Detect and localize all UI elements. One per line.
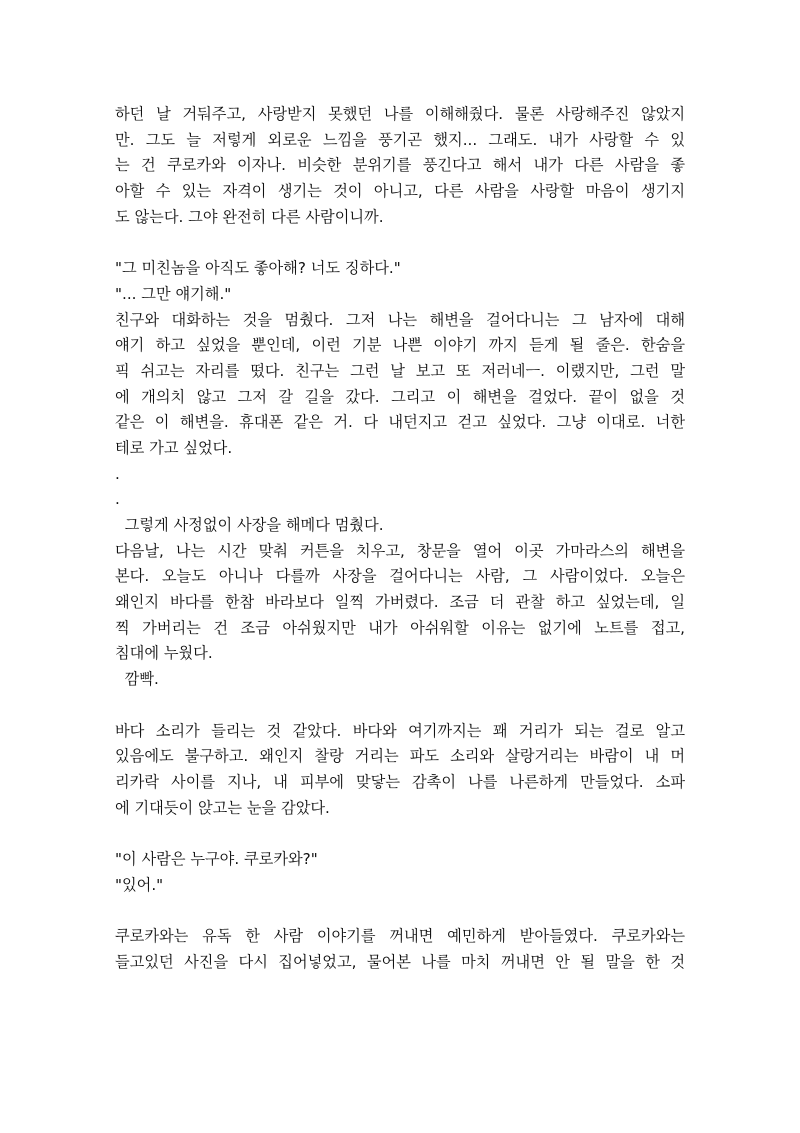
text-line: 쿠로카와는 유독 한 사람 이야기를 꺼내면 예민하게 받아들였다. 쿠로카와는: [115, 927, 685, 945]
text-line: 들고있던 사진을 다시 집어넣었고, 물어본 나를 마치 꺼내면 안 될 말을 한 것: [115, 952, 685, 971]
text-line: 테로 가고 싶었다.: [115, 438, 233, 457]
document-page: [115, 102, 685, 975]
text-line: 찍 가버리는 건 조금 아쉬웠지만 내가 아쉬워할 이유는 없기에 노트를 접고,: [115, 618, 685, 637]
blank-line: [115, 821, 685, 847]
text-line: 만. 그도 늘 저렇게 외로운 느낌을 풍기곤 했지... 그래도. 내가 사랑할 수 있: [115, 130, 685, 149]
text-line: "그 미친놈을 아직도 좋아해? 너도 징하다.": [115, 259, 401, 278]
text-line: 픽 쉬고는 자리를 떴다. 친구는 그런 날 보고 또 저러네ㅡ. 이랬지만, 그런 말: [115, 361, 685, 380]
text-line: 바다 소리가 들리는 것 같았다. 바다와 여기까지는 꽤 거리가 되는 걸로 알고: [115, 721, 685, 740]
blank-line: [115, 898, 685, 924]
text-line: 얘기 하고 싶었을 뿐인데, 이런 기분 나쁜 이야기 까지 듣게 될 줄은. 한숨을: [115, 336, 685, 355]
text-line: 리카락 사이를 지나, 내 피부에 맞닿는 감촉이 나를 나른하게 만들었다. 소파: [115, 772, 685, 791]
text-line: "이 사람은 누구야. 쿠로카와?": [115, 849, 318, 868]
text-line: 도 않는다. 그야 완전히 다른 사람이니까.: [115, 207, 384, 226]
text-line: 왜인지 바다를 한참 바라보다 일찍 가버렸다. 조금 더 관찰 하고 싶었는데, 일: [115, 593, 685, 612]
text-line: "... 그만 얘기해.": [115, 284, 232, 303]
blank-line: [115, 693, 685, 719]
text-line: 침대에 누웠다.: [115, 644, 213, 663]
text-line: 아할 수 있는 자격이 생기는 것이 아니고, 다른 사람을 사랑할 마음이 생기지: [115, 182, 685, 201]
text-line: 는 건 쿠로카와 이자나. 비슷한 분위기를 풍긴다고 해서 내가 다른 사람을 좋: [115, 156, 685, 175]
text-line: 하던 날 거둬주고, 사랑받지 못했던 나를 이해해줬다. 물론 사랑해주진 않았지: [115, 105, 685, 123]
text-line: 본다. 오늘도 아니나 다를까 사장을 걸어다니는 사람, 그 사람이었다. 오늘은: [115, 567, 685, 586]
text-line: 같은 이 해변을. 휴대폰 같은 거. 다 내던지고 걷고 싶었다. 그냥 이대로. 너한: [115, 413, 685, 432]
text-line: 그렇게 사정없이 사장을 해메다 멈췄다.: [115, 516, 384, 534]
text-line: 있음에도 불구하고. 왜인지 찰랑 거리는 파도 소리와 살랑거리는 바람이 내 머: [115, 747, 685, 766]
text-line: 친구와 대화하는 것을 멈췄다. 그저 나는 해변을 걸어다니는 그 남자에 대해: [115, 310, 685, 329]
text-line: .: [115, 464, 120, 483]
text-line: 다음날, 나는 시간 맞춰 커튼을 치우고, 창문을 열어 이곳 가마라스의 해변을: [115, 541, 685, 560]
text-line: 에 개의치 않고 그저 갈 길을 갔다. 그리고 이 해변을 걸었다. 끝이 없을 것: [115, 387, 685, 406]
text-line: 깜빡.: [115, 670, 159, 689]
blank-line: [115, 230, 685, 256]
text-line: "있어.": [115, 875, 164, 894]
text-line: 에 기대듯이 앉고는 눈을 감았다.: [115, 798, 330, 817]
text-line: .: [115, 490, 120, 509]
